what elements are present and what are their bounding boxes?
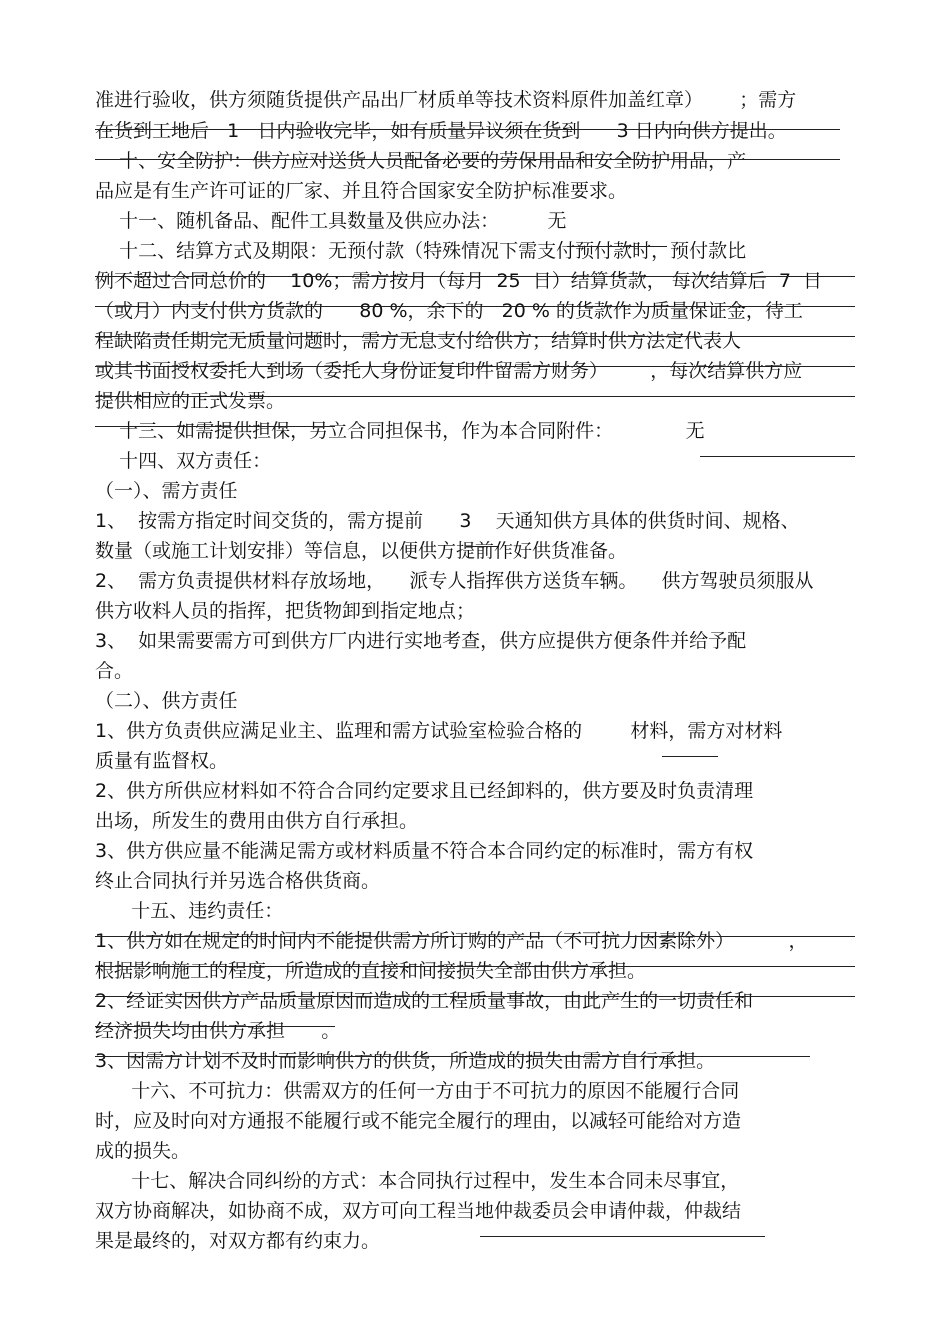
text-line: 十五、违约责任： xyxy=(95,900,284,922)
underline-rule xyxy=(95,1056,810,1057)
text-line: 成的损失。 xyxy=(95,1140,191,1162)
text-line: 2、经证实因供方产品质量原因而造成的工程质量事故，由此产生的一切责任和 xyxy=(95,990,754,1012)
underline-rule xyxy=(95,966,855,967)
text-line: 3、 如果需要需方可到供方厂内进行实地考查，供方应提供方便条件并给予配 xyxy=(95,630,747,652)
text-line: 2、 需方负责提供材料存放场地， 派专人指挥供方送货车辆。 供方驾驶员须服从 xyxy=(95,570,814,592)
text-line: （一）、需方责任 xyxy=(95,480,238,502)
underline-rule xyxy=(95,396,855,397)
underline-rule xyxy=(567,246,667,247)
underline-rule xyxy=(95,306,855,307)
underline-rule xyxy=(95,276,855,277)
underline-rule xyxy=(95,129,840,130)
underline-rule xyxy=(95,426,335,427)
text-line: 3、供方供应量不能满足需方或材料质量不符合本合同约定的标准时，需方有权 xyxy=(95,840,754,862)
text-line: 十四、双方责任： xyxy=(95,450,272,472)
text-line: （二）、供方责任 xyxy=(95,690,238,712)
text-line: 在货到工地后 1 日内验收完毕，如有质量异议须在货到 3 日内向供方提出。 xyxy=(95,120,787,142)
text-line: 数量（或施工计划安排）等信息，以便供方提前作好供货准备。 xyxy=(95,540,628,562)
underline-rule xyxy=(466,546,499,547)
text-line: 十、安全防护：供方应对送货人员配备必要的劳保用品和安全防护用品，产 xyxy=(95,150,747,172)
text-line: 准进行验收，供方须随货提供产品出厂材质单等技术资料原件加盖红章） ；需方 xyxy=(95,89,797,111)
underline-rule xyxy=(480,1236,765,1237)
text-line: 品应是有生产许可证的厂家、并且符合国家安全防护标准要求。 xyxy=(95,180,628,202)
text-line: 出场，所发生的费用由供方自行承担。 xyxy=(95,810,419,832)
underline-rule xyxy=(95,996,855,997)
underline-rule xyxy=(95,1026,335,1027)
text-line: 时，应及时向对方通报不能履行或不能完全履行的理由，以减轻可能给对方造 xyxy=(95,1110,742,1132)
text-line: 或其书面授权委托人到场（委托人身份证复印件留需方财务） ，每次结算供方应 xyxy=(95,360,803,382)
text-line: 1、 按需方指定时间交货的，需方提前 3 天通知供方具体的供货时间、规格、 xyxy=(95,510,800,532)
text-line: 十二、结算方式及期限：无预付款（特殊情况下需支付预付款时，预付款比 xyxy=(95,240,747,262)
text-line: 双方协商解决，如协商不成，双方可向工程当地仲裁委员会申请仲裁，仲裁结 xyxy=(95,1200,742,1222)
text-line: 十六、不可抗力：供需双方的任何一方由于不可抗力的原因不能履行合同 xyxy=(95,1080,740,1102)
underline-rule xyxy=(95,936,855,937)
text-line: 十三、如需提供担保，另立合同担保书，作为本合同附件： 无 xyxy=(95,420,705,442)
text-line: 十七、解决合同纠纷的方式：本合同执行过程中，发生本合同未尽事宜， xyxy=(95,1170,740,1192)
underline-rule xyxy=(662,756,718,757)
text-line: 十一、随机备品、配件工具数量及供应办法： 无 xyxy=(95,210,567,232)
text-line: 提供相应的正式发票。 xyxy=(95,390,286,412)
text-line: 合。 xyxy=(95,660,134,682)
text-line: 3、因需方计划不及时而影响供方的供货，所造成的损失由需方自行承担。 xyxy=(95,1050,716,1072)
text-line: 程缺陷责任期完无质量问题时，需方无息支付给供方；结算时供方法定代表人 xyxy=(95,330,742,352)
text-line: 质量有监督权。 xyxy=(95,750,229,772)
text-line: 1、供方负责供应满足业主、监理和需方试验室检验合格的 材料，需方对材料 xyxy=(95,720,783,742)
text-line: （或月）内支付供方货款的 80 %，余下的 20 % 的货款作为质量保证金，待工 xyxy=(95,300,803,322)
text-line: 根据影响施工的程度，所造成的直接和间接损失全部由供方承担。 xyxy=(95,960,647,982)
text-line: 2、供方所供应材料如不符合合同约定要求且已经卸料的，供方要及时负责清理 xyxy=(95,780,754,802)
underline-rule xyxy=(95,159,840,160)
underline-rule xyxy=(95,336,855,337)
text-line: 1、供方如在规定的时间内不能提供需方所订购的产品（不可抗力因素除外） ， xyxy=(95,930,808,952)
text-line: 例不超过合同总价的 10%；需方按月（每月 25 日）结算货款， 每次结算后 7 日 xyxy=(95,270,823,292)
underline-rule xyxy=(95,366,855,367)
text-line: 经济损失均由供方承担 。 xyxy=(95,1020,341,1042)
text-line: 终止合同执行并另选合格供货商。 xyxy=(95,870,381,892)
underline-rule xyxy=(700,456,855,457)
text-line: 供方收料人员的指挥，把货物卸到指定地点； xyxy=(95,600,476,622)
text-line: 果是最终的，对双方都有约束力。 xyxy=(95,1230,381,1252)
